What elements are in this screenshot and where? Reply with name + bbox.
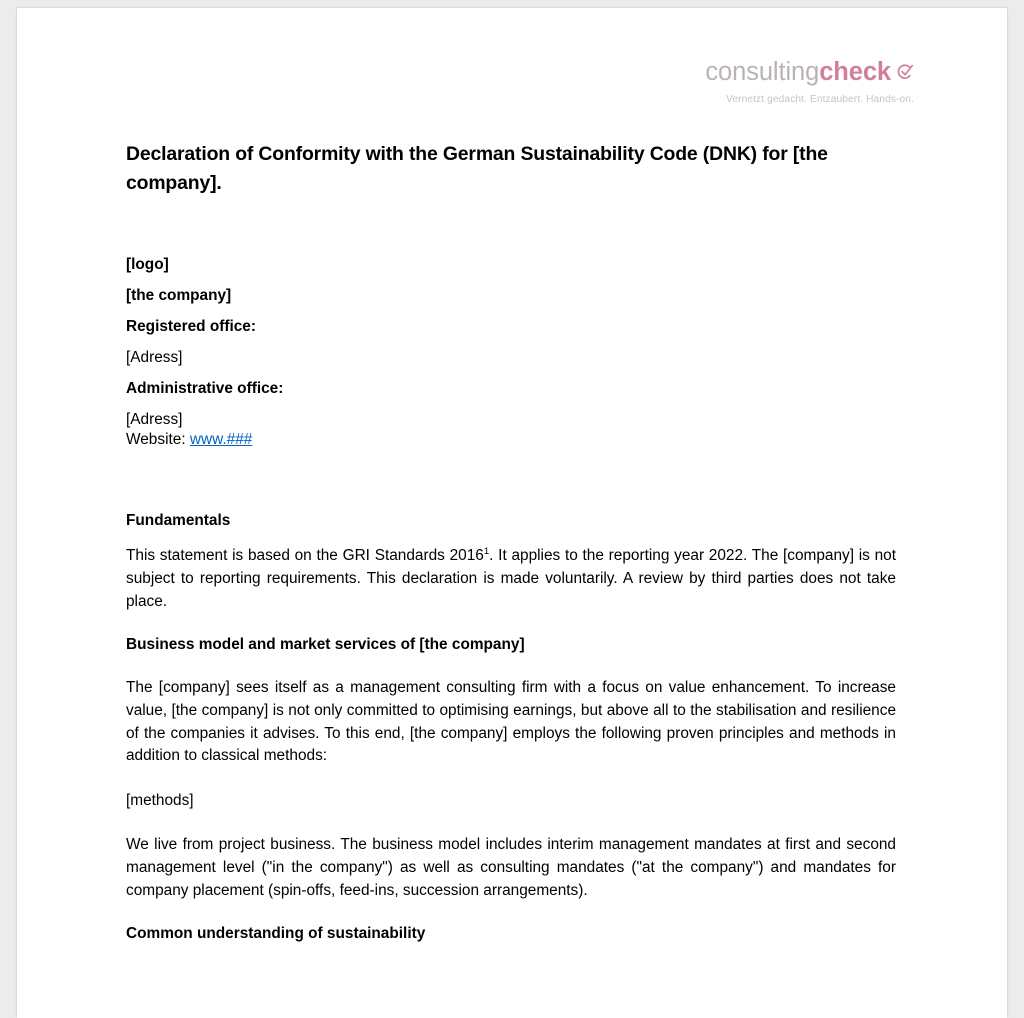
spacer xyxy=(126,902,896,924)
logo-word-check: check xyxy=(819,58,891,86)
paragraph-business-model-3: We live from project business. The business model includes interim management mandates at first and second management level ("in the company") as well as consulting mandates ("at the company") and mandates for company placement (spin-offs, feed-ins, succession arrangements). xyxy=(126,836,896,899)
section-heading-fundamentals: Fundamentals xyxy=(126,512,231,530)
website-label: Website: xyxy=(126,431,186,449)
spacer xyxy=(126,613,896,635)
spacer xyxy=(126,461,896,511)
paragraph-fundamentals xyxy=(126,545,896,613)
logo-wordmark xyxy=(705,60,914,88)
spacer xyxy=(126,812,896,834)
company-logo xyxy=(705,60,914,105)
company-info-block xyxy=(126,255,896,450)
document-body xyxy=(126,140,896,944)
company-name-placeholder: [the company] xyxy=(126,287,232,305)
fundamentals-text-pre: This statement is based on the GRI Standards 2016 xyxy=(126,547,484,565)
registered-office-value: [Adress] xyxy=(126,349,183,367)
administrative-office-label: Administrative office: xyxy=(126,380,284,398)
administrative-office-value: [Adress] xyxy=(126,411,183,429)
spacer xyxy=(126,198,896,255)
section-heading-common-understanding: Common understanding of sustainability xyxy=(126,925,426,943)
section-heading-business-model: Business model and market services of [the company] xyxy=(126,636,525,654)
website-link[interactable]: www.### xyxy=(189,431,253,449)
logo-placeholder: [logo] xyxy=(126,256,169,274)
paragraph-methods-placeholder: [methods] xyxy=(126,791,194,809)
spacer xyxy=(126,655,896,677)
footnote-marker: 1 xyxy=(483,546,490,558)
document-page xyxy=(17,8,1007,1018)
fundamentals-text-post: . It applies to the reporting year 2022. The [company] is not subject to reporting requirements. This declaration is made voluntarily. A review by third parties does not take place. xyxy=(126,547,896,610)
circle-check-icon xyxy=(894,62,914,88)
spacer xyxy=(126,768,896,790)
logo-tagline: Vernetzt gedacht. Entzaubert. Hands-on. xyxy=(726,93,914,105)
spacer xyxy=(126,531,896,545)
website-line xyxy=(126,430,896,450)
logo-word-consulting: consulting xyxy=(705,58,820,86)
paragraph-business-model-1: The [company] sees itself as a management consulting firm with a focus on value enhancement. To increase value, [the company] is not only committed to optimising earnings, but above all to the stabilisation and resilience of the companies it advises. To this end, [the company] employs the following proven principles and methods in addition to classical methods: xyxy=(126,679,896,765)
registered-office-label: Registered office: xyxy=(126,318,256,336)
page-title: Declaration of Conformity with the German Sustainability Code (DNK) for [the company]. xyxy=(126,143,828,195)
